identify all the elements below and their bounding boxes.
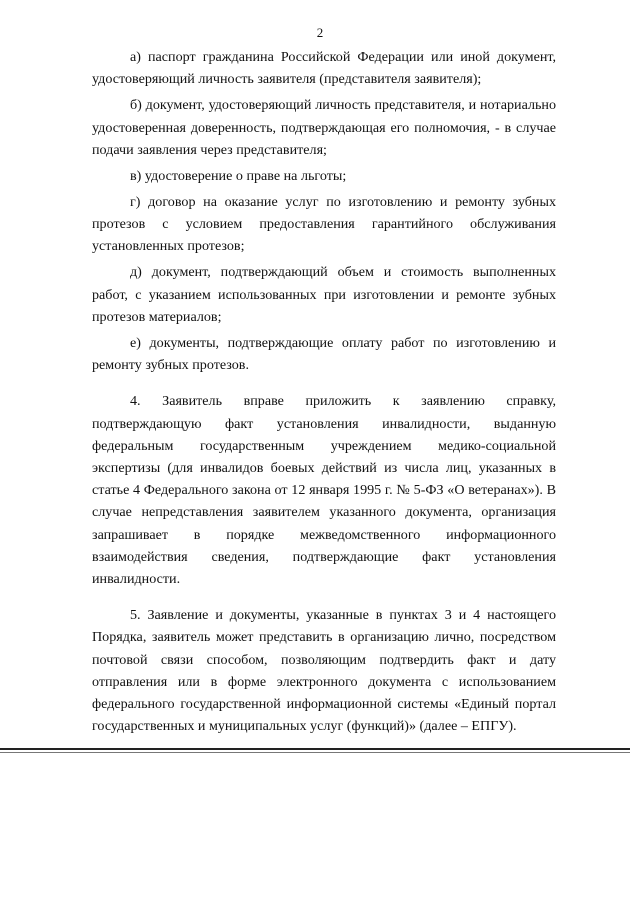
paragraph-5-submission-methods: 5. Заявление и документы, указанные в пунктах 3 и 4 настоящего Порядка, заявитель может представить в организацию лично, посредством почтовой связи способом, позволяющим подтвердить факт и дату отправления или в форме электронного документа с использованием федерального государственной информационной системы «Единый портал государственных и муниципальных услуг (функций)» (далее – ЕПГУ). bbox=[92, 607, 556, 735]
paragraph-4-disability-certificate: 4. Заявитель вправе приложить к заявлению справку, подтверждающую факт установления инвалидности, выданную федеральным государственным учреждением медико-социальной экспертизы (для инвалидов боевых действий из числа лиц, указанных в статье 4 Федерального закона от 12 января 1995 г. № 5-ФЗ «О ветеранах»). В случае непредставления заявителем указанного документа, организация запрашивает в порядке межведомственного информационного взаимодействия сведения, подтверждающие факт установления инвалидности. bbox=[92, 393, 556, 587]
paragraph-d-cost-document: д) документ, подтверждающий объем и стоимость выполненных работ, с указанием использованных при изготовлении и ремонте зубных протезов материалов; bbox=[92, 264, 556, 325]
document-body bbox=[92, 46, 556, 741]
paragraph-v-benefit-certificate: в) удостоверение о праве на льготы; bbox=[130, 167, 347, 184]
page-bottom-rule-thin bbox=[0, 752, 630, 753]
page-bottom-rule bbox=[0, 748, 630, 750]
paragraph-g-service-contract: г) договор на оказание услуг по изготовлению и ремонту зубных протезов с условием предоставления гарантийного обслуживания установленных протезов; bbox=[92, 193, 556, 255]
paragraph-b-representative-id: б) документ, удостоверяющий личность представителя, и нотариально удостоверенная доверенность, подтверждающая его полномочия, - в случае подачи заявления через представителя; bbox=[92, 97, 556, 158]
paragraph-e-payment-documents: е) документы, подтверждающие оплату работ по изготовлению и ремонту зубных протезов. bbox=[92, 334, 556, 374]
paragraph-a-passport: а) паспорт гражданина Российской Федерации или иной документ, удостоверяющий личность заявителя (представителя заявителя); bbox=[92, 49, 556, 88]
page-number: 2 bbox=[316, 25, 324, 40]
